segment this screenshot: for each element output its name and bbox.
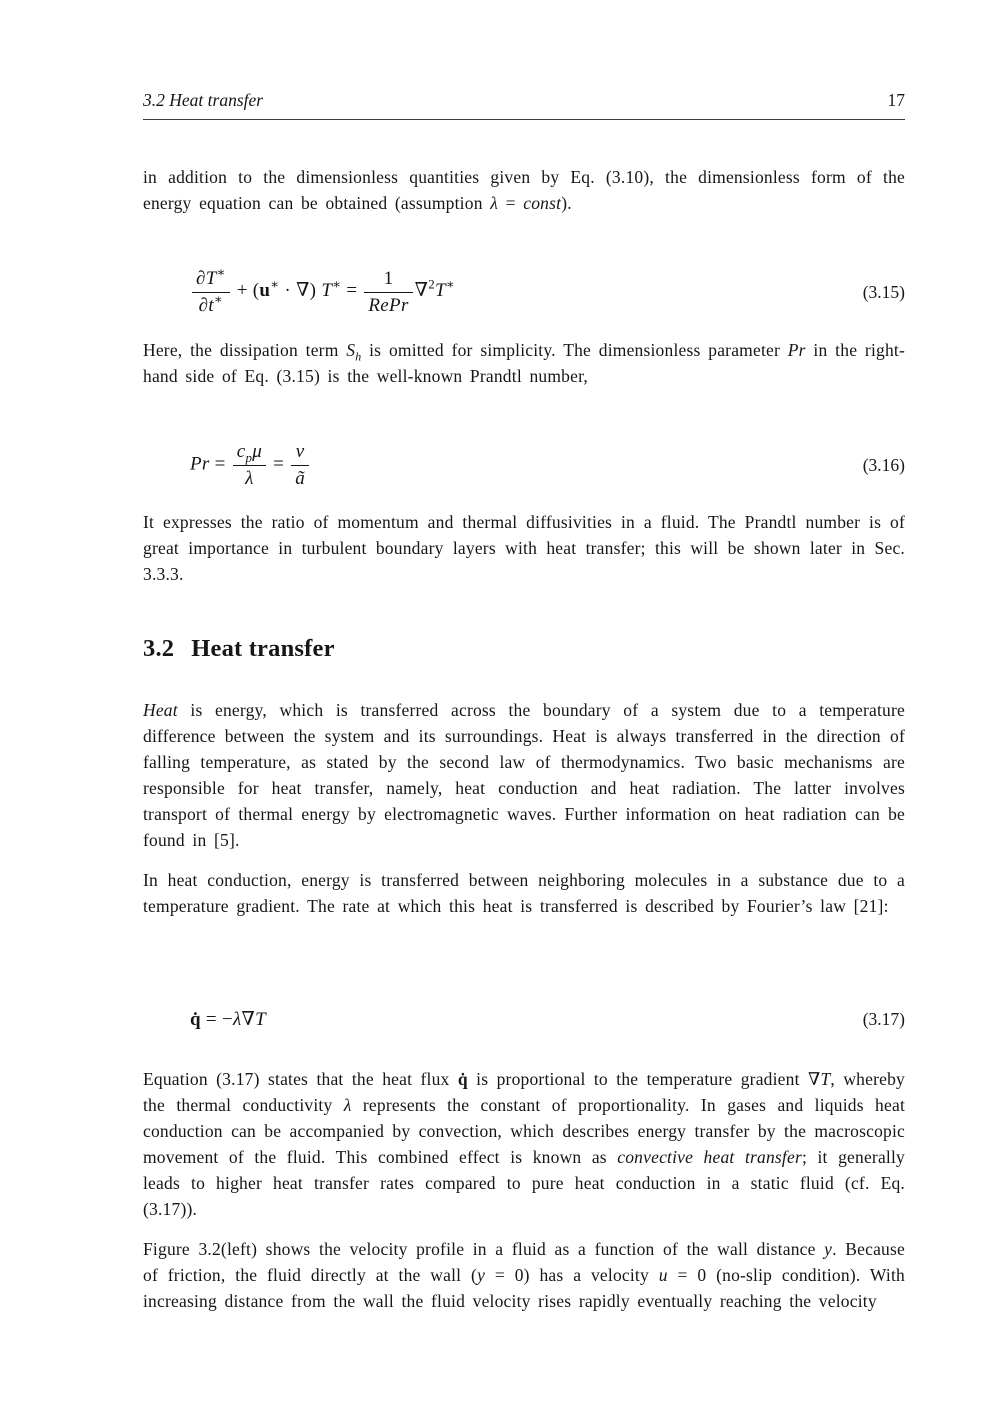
paragraph-heat-definition: Heat is energy, which is transferred across the boundary of a system due to a temperature difference between the system and its surroundings. Heat is always transferred in the direction of falling temperature, as stated by the second law of thermodynamics. Two basic mechanisms are responsible for heat transfer, namely, heat conduction and heat radiation. The latter involves transport of thermal energy by electromagnetic waves. Further information on heat radiation can be found in [5].: [143, 700, 905, 850]
running-header: [143, 88, 905, 112]
equation-energy-formula: $\frac{\partial T^∗}{\partial t^∗}$ + (u∗ · ∇) T∗ = $\frac{1}{\text{RePr}}$ ∇$^2$T∗: [143, 268, 455, 317]
section-title: Heat transfer: [191, 635, 335, 662]
equation-fourier-formula: q̇ = −λ∇T: [190, 1008, 266, 1030]
paragraph-figure-reference: Figure 3.2(left) shows the velocity profile in a fluid as a function of the wall distance y. Because of friction, the fluid directly at the wall (y = 0) has a velocity u = 0 (no-slip condition). With increasing distance from the wall the fluid velocity rises rapidly eventually reaching the velocity: [143, 1239, 906, 1311]
equation-prandtl-label: (3.16): [862, 454, 905, 475]
equation-fourier-label: (3.17): [862, 1008, 905, 1029]
paragraph-intro: in addition to the dimensionless quantities given by Eq. (3.10), the dimensionless form of the energy equation can be obtained (assumption λ = const).: [143, 167, 905, 213]
header-rule: [143, 119, 905, 120]
paragraph-heat-flux: Equation (3.17) states that the heat flux q̇ is proportional to the temperature gradient ∇T, whereby the thermal conductivity λ represents the constant of proportionality. In gases and liquids heat conduction can be accompanied by convection, which describes energy transfer by the macroscopic movement of the fluid. This combined effect is known as convective heat transfer; it generally leads to higher heat transfer rates compared to pure heat conduction in a static fluid (cf. Eq. (3.17)).: [143, 1069, 906, 1219]
equation-energy-label: (3.15): [862, 281, 905, 302]
paragraph-dissipation: Here, the dissipation term $S_h$ is omitted for simplicity. The dimensionless parameter Pr in the right-hand side of Eq. (3.15) is the well-known Prandtl number,: [143, 340, 905, 386]
equation-prandtl: [143, 436, 905, 494]
equation-energy: [143, 260, 905, 324]
running-header-title: 3.2 Heat transfer: [143, 90, 264, 110]
paragraph-prandtl-ratio: It expresses the ratio of momentum and thermal diffusivities in a fluid. The Prandtl number is of great importance in turbulent boundary layers with heat transfer; this will be shown later in Sec. 3.3.3.: [143, 512, 905, 584]
page-number: 17: [887, 90, 905, 110]
equation-prandtl-formula: Pr = $\frac{c_p\mu}{\lambda}$ = $\frac{\nu}{ã}$: [143, 441, 311, 490]
equation-fourier: [143, 1002, 905, 1036]
section-heading: [143, 634, 905, 664]
paragraph-heat-conduction: In heat conduction, energy is transferred between neighboring molecules in a substance due to a temperature gradient. The rate at which this heat is transferred is described by Fourier’s law [21]:: [143, 870, 905, 916]
section-number: 3.2: [143, 635, 175, 662]
